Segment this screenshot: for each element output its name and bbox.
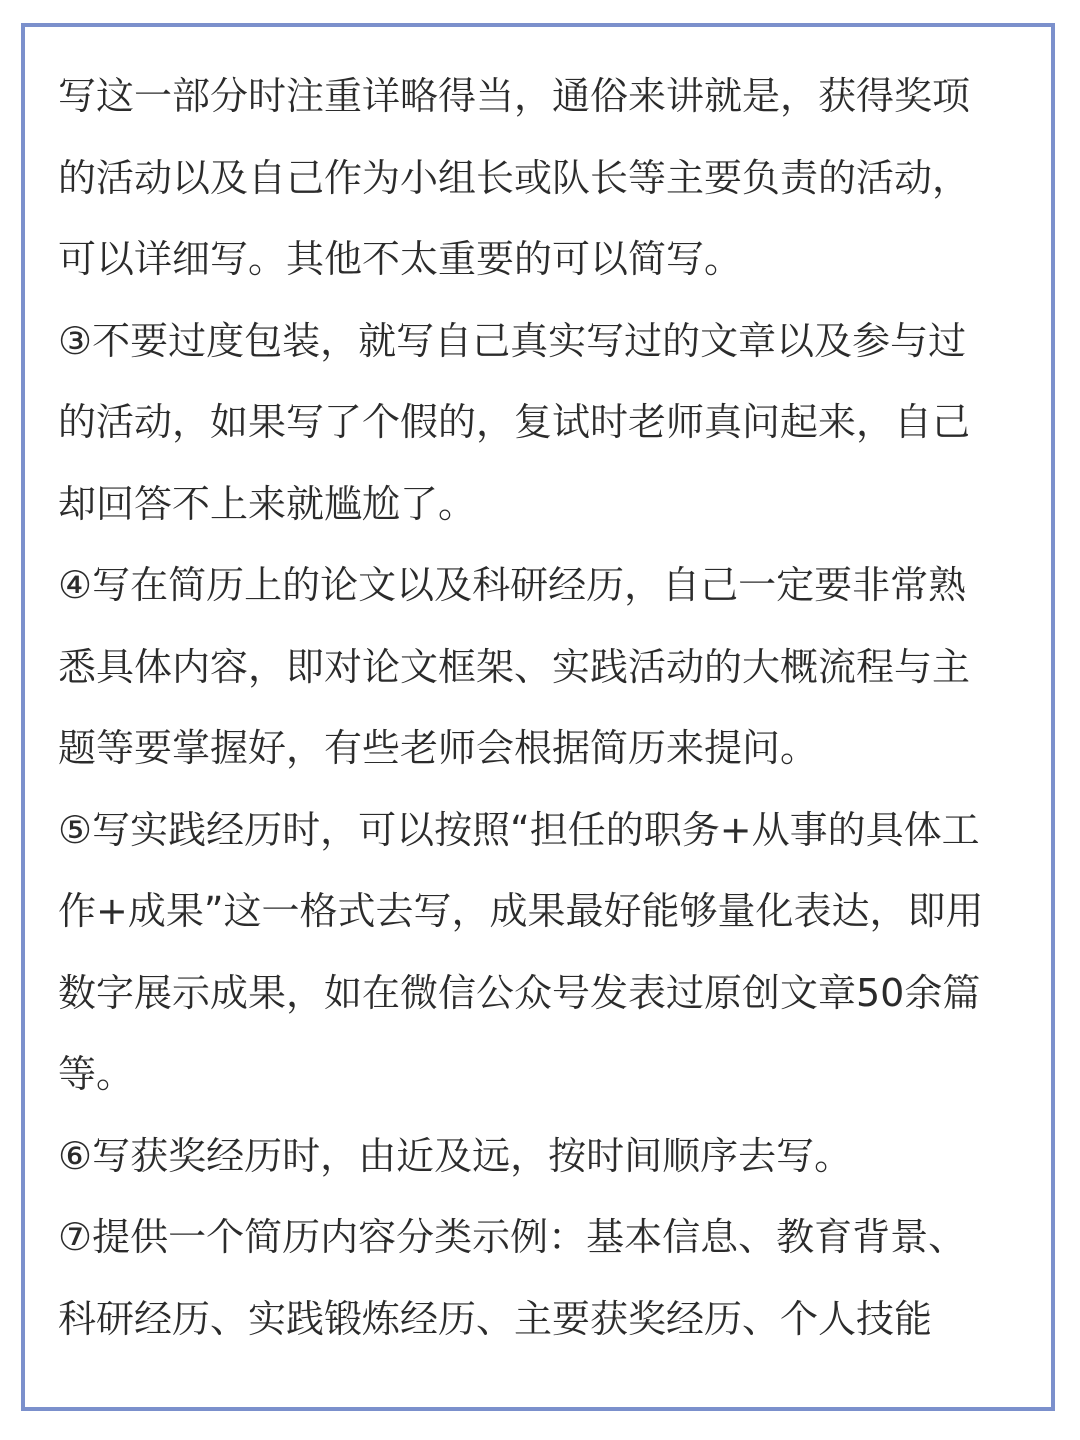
text-line: 的活动，如果写了个假的，复试时老师真问起来，自己 xyxy=(58,400,971,444)
text-line: 却回答不上来就尴尬了。 xyxy=(58,481,477,526)
article-body xyxy=(58,56,1028,1360)
text-line: 可以详细写。其他不太重要的可以简写。 xyxy=(58,237,743,281)
text-line: 写这一部分时注重详略得当，通俗来讲就是，获得奖项 xyxy=(58,74,971,118)
text-line: 作+成果”这一格式去写，成果最好能够量化表达，即用 xyxy=(58,889,984,933)
text-line: 的活动以及自己作为小组长或队长等主要负责的活动， xyxy=(58,155,971,200)
text-line: 题等要掌握好，有些老师会根据简历来提问。 xyxy=(58,726,819,770)
text-line: 悉具体内容，即对论文框架、实践活动的大概流程与主 xyxy=(58,644,971,689)
text-line: ③不要过度包装，就写自己真实写过的文章以及参与过 xyxy=(58,318,967,363)
text-line: ⑥写获奖经历时，由近及远，按时间顺序去写。 xyxy=(58,1133,853,1178)
text-line: 等。 xyxy=(58,1052,135,1096)
text-line: 数字展示成果，如在微信公众号发表过原创文章50余篇 xyxy=(58,970,981,1015)
text-line: ⑤写实践经历时，可以按照“担任的职务+从事的具体工 xyxy=(58,807,980,852)
text-line: ⑦提供一个简历内容分类示例：基本信息、教育背景、 xyxy=(58,1215,967,1259)
text-line: 科研经历、实践锻炼经历、主要获奖经历、个人技能 xyxy=(58,1296,933,1341)
text-line: ④写在简历上的论文以及科研经历，自己一定要非常熟 xyxy=(58,563,967,607)
